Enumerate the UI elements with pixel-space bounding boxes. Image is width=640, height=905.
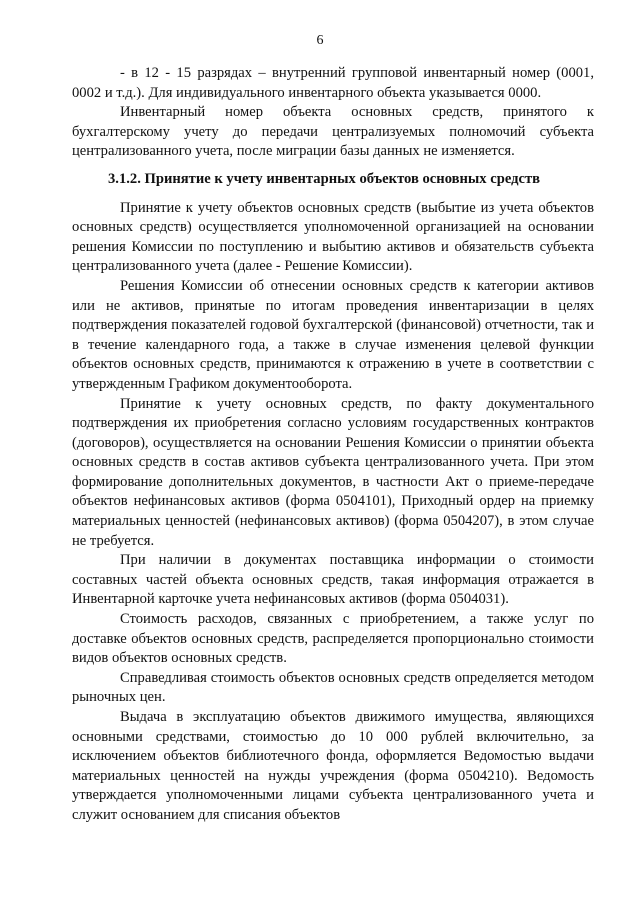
- paragraph-fair-value: Справедливая стоимость объектов основных средств определяется методом рыночных цен.: [72, 669, 594, 706]
- paragraph-commission-decisions: Решения Комиссии об отнесении основных средств к категории активов или не активов, принятые по итогам проведения инвентаризации в целях подтверждения показателей годовой бухгалтерской (финансовой) отчетности, так и в течение календарного года, а также в случае изменения целевой функции объектов основных средств, принимаются к отражению в учете в соответствии с утвержденным Графиком документооборота.: [72, 277, 594, 392]
- paragraph-acceptance-documents: Принятие к учету основных средств, по факту документального подтверждения их приобретения согласно условиям государственных контрактов (договоров), осуществляется на основании Решения Комиссии о принятии объекта основных средств в состав активов субъекта централизованного учета. При этом формирование дополнительных документов, в частности Акт о приеме-передаче объектов нефинансовых активов (форма 0504101), Приходный ордер на приемку материальных ценностей (нефинансовых активов) (форма 0504207), в этом случае не требуется.: [72, 395, 594, 549]
- paragraph-inventory-digits: - в 12 - 15 разрядах – внутренний групповой инвентарный номер (0001, 0002 и т.д.). Для индивидуального инвентарного объекта указывается 0000.: [72, 65, 594, 101]
- paragraph-acquisition-costs: Стоимость расходов, связанных с приобретением, а также услуг по доставке объектов основных средств, распределяется пропорционально стоимости видов объектов основных средств.: [72, 611, 594, 667]
- paragraph-inventory-number-migration: Инвентарный номер объекта основных средств, принятого к бухгалтерскому учету до передачи централизуемых полномочий субъекта централизованного учета, после миграции базы данных не изменяется.: [72, 104, 594, 160]
- paragraph-acceptance-decision: Принятие к учету объектов основных средств (выбытие из учета объектов основных средств) осуществляется уполномоченной организацией на основании решения Комиссии по поступлению и выбытию активов и обязательств субъекта централизованного учета (далее - Решение Комиссии).: [72, 199, 594, 275]
- paragraph-component-cost: При наличии в документах поставщика информации о стоимости составных частей объекта основных средств, такая информация отражается в Инвентарной карточке учета нефинансовых активов (форма 0504031).: [72, 552, 594, 608]
- section-heading: 3.1.2. Принятие к учету инвентарных объектов основных средств: [108, 170, 541, 187]
- page-number: 6: [316, 33, 324, 48]
- document-body: [72, 64, 594, 826]
- paragraph-issuance-statement: Выдача в эксплуатацию объектов движимого имущества, являющихся основными средствами, стоимостью до 10 000 рублей включительно, за исключением объектов библиотечного фонда, оформляется Ведомостью выдачи материальных ценностей на нужды учреждения (форма 0504210). Ведомость утверждается уполномоченными лицами субъекта централизованного учета и служит основанием для списания объектов: [72, 709, 594, 823]
